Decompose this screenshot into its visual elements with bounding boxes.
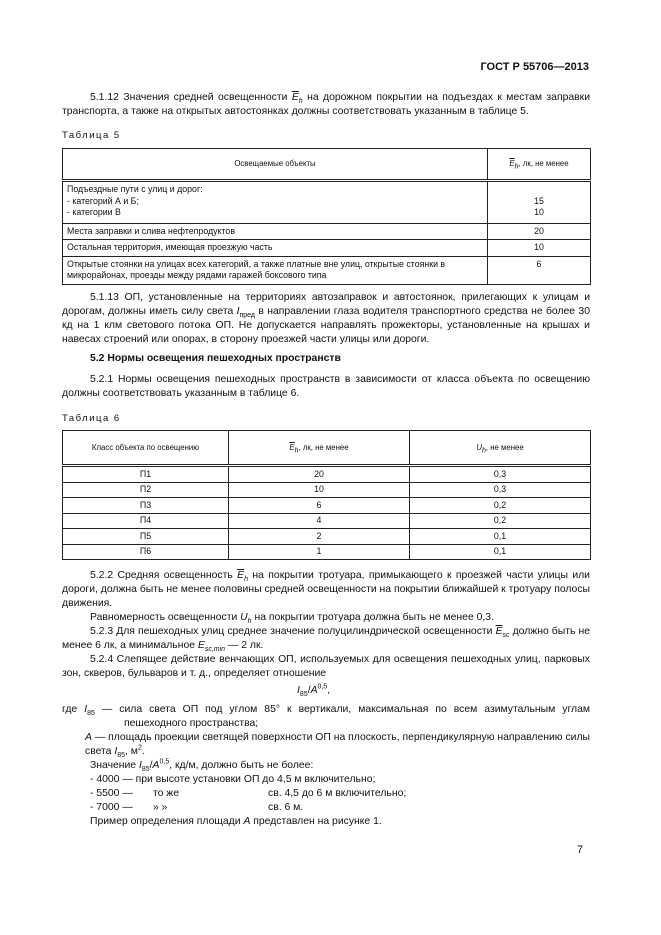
symbol: $\overline{E}$ [509, 159, 515, 169]
text: , [327, 685, 331, 696]
text: при высоте установки ОП до 4,5 м включительно; [135, 774, 376, 785]
text: Пример определения площади [90, 816, 244, 827]
subscript [503, 632, 510, 639]
text: 5.1.12 Значения средней освещенности [90, 92, 292, 103]
paragraph-5-1-12 [62, 91, 590, 119]
subscript: пред [239, 312, 256, 320]
symbol: h [481, 447, 486, 455]
text: на покрытии тротуара, примыкающего к проезжей части улицы или дороги, должна быть не менее половины средней освещенности на покрытии ближайшей к тротуару полосы движения. [62, 570, 590, 609]
table-row [63, 256, 591, 284]
table-5 [62, 148, 591, 285]
table-cell: 0,1 [410, 529, 591, 545]
text: - категорий А и Б; [67, 195, 139, 206]
text: — сила света ОП под углом 85° к вертикали, максимальная по всем азимутальным углам пешеходного пространства; [94, 704, 590, 729]
text: - 5500 — [90, 788, 133, 799]
text: Подъездные пути с улиц и дорог: [67, 184, 203, 194]
text: св. 4,5 до 6 м включительно; [268, 788, 407, 799]
table-cell: 0,2 [410, 513, 591, 529]
text [63, 149, 591, 285]
symbol: I [138, 760, 142, 771]
text: 5.2.2 Средняя освещенность [90, 570, 238, 581]
limit-item [90, 787, 590, 801]
text: - 4000 — [90, 774, 133, 785]
text: / [307, 685, 311, 696]
symbol: I [114, 746, 118, 757]
text: / [149, 760, 153, 771]
table-header-cell [229, 431, 410, 466]
table-cell: П2 [63, 482, 229, 498]
table-row [63, 181, 591, 224]
subscript: 85 [117, 752, 126, 760]
table-6 [62, 430, 591, 560]
table-cell: 20 [229, 466, 410, 483]
limits-list [90, 759, 590, 829]
table-header [63, 431, 591, 466]
text: 10 [534, 207, 544, 217]
text: , лк, не менее [518, 159, 569, 169]
table-cell: 10 [488, 240, 591, 257]
text: должно быть не менее 6 лк, а минимальное [62, 626, 590, 651]
table-row [63, 513, 591, 529]
table-cell: 4 [229, 513, 410, 529]
text [63, 431, 591, 560]
table-cell: Места заправки и слива нефтепродуктов [63, 223, 488, 240]
table-cell: 6 [488, 256, 591, 284]
text: , лк, не менее [298, 442, 349, 452]
text: на дорожном покрытии на подъездах к местам заправки транспорта, а также на открытых автостоянках должны соответствовать указанным в таблице 5. [62, 92, 590, 117]
symbol: I [236, 306, 240, 317]
text: св. 6 м. [268, 802, 304, 813]
symbol: h [514, 163, 519, 171]
symbol: $\overline{E}$ [289, 442, 295, 452]
symbol: I [84, 704, 88, 715]
text: » » [153, 802, 168, 813]
table-cell [488, 181, 591, 224]
symbol: $\overline{E}$ [291, 92, 299, 103]
example-note [90, 815, 590, 829]
section-heading-5-2: 5.2 Нормы освещения пешеходных пространств [90, 353, 341, 364]
table-cell: П6 [63, 544, 229, 560]
text: . [141, 746, 145, 757]
symbol: h [247, 618, 252, 626]
table-5-caption: Таблица 5 [62, 130, 121, 141]
symbol: U [476, 442, 482, 452]
symbol: A [310, 685, 318, 696]
subscript: h [298, 98, 303, 106]
text: — 2 лк. [225, 640, 264, 651]
text: , кд/м, должно быть не более: [169, 760, 314, 771]
table-cell: 1 [229, 544, 410, 560]
paragraph-5-1-13 [62, 291, 590, 347]
paragraph-5-2-1: 5.2.1 Нормы освещения пешеходных пространств в зависимости от класса объекта по освещению должны соответствовать указанным в таблице 6. [62, 374, 590, 399]
paragraphs-5-2-2-to-5-2-4 [62, 569, 590, 681]
table-row [63, 482, 591, 498]
superscript: 0,5 [159, 758, 170, 766]
table-6-caption: Таблица 6 [62, 413, 121, 424]
table-cell: 10 [229, 482, 410, 498]
table-cell: 0,1 [410, 544, 591, 560]
symbol: A [152, 760, 160, 771]
header-objects: Освещаемые объекты [63, 149, 488, 181]
table-cell: 0,3 [410, 482, 591, 498]
limit-item [90, 801, 590, 815]
symbol: h [294, 447, 299, 455]
table-cell: П4 [63, 513, 229, 529]
table-row [63, 498, 591, 514]
table-row [63, 240, 591, 257]
text: , не менее [485, 442, 524, 452]
header-eh [488, 149, 591, 181]
symbol: E [197, 640, 205, 651]
formula [297, 684, 330, 698]
paragraph-5-2-2 [62, 569, 590, 611]
symbol: U [240, 612, 248, 623]
text: в направлении глаза водителя транспортного средства не более 30 кд на 1 клм светового потока ОП. Не допускается направлять прожекторы, установленные на крышах и навесах строений или опорах, в сторону проезжей части улицы или дороги. [62, 306, 590, 345]
symbol: sc,min [204, 646, 226, 654]
table-header [63, 149, 591, 181]
table-row [63, 223, 591, 240]
limit-item [90, 773, 590, 787]
text: где [62, 704, 85, 715]
text: — площадь проекции светящей поверхности ОП на плоскость, перпендикулярную направлению силы света [85, 732, 590, 757]
subscript: 85 [299, 691, 308, 699]
symbol: h [244, 576, 248, 584]
table-cell: 0,2 [410, 498, 591, 514]
superscript: 2 [137, 744, 142, 752]
table-header-cell: Класс объекта по освещению [63, 431, 229, 466]
text: на покрытии тротуара должна быть не менее 0,3. [251, 612, 494, 623]
text: 15 [534, 195, 544, 206]
text: - категории В [67, 207, 121, 217]
text [492, 184, 586, 196]
table-row [63, 544, 591, 560]
text: 5.2.3 Для пешеходных улиц среднее значение полуцилиндрической освещенности [90, 626, 496, 637]
where-i85 [62, 703, 590, 731]
where-a [85, 731, 590, 759]
paragraph-uniformity [62, 611, 590, 625]
paragraph-5-2-4: 5.2.4 Слепящее действие венчающих ОП, используемых для освещения пешеходных улиц, парковых зон, скверов, бульваров и т. д., определяет отношение [62, 654, 590, 679]
text: Равномерность освещенности [90, 612, 241, 623]
standard-header: ГОСТ Р 55706—2013 [480, 61, 589, 73]
symbol: A [243, 816, 251, 827]
text: Значение [90, 760, 139, 771]
table-cell: П3 [63, 498, 229, 514]
symbol: A [85, 732, 92, 743]
table-cell: П1 [63, 466, 229, 483]
table-cell [63, 181, 488, 224]
value-intro [90, 759, 590, 773]
symbol: sc [502, 632, 510, 640]
table-cell: Открытые стоянки на улицах всех категорий, а также платные вне улиц, открытые стоянки в микрорайонах, проезды между рядами гаражей боксового типа [63, 256, 488, 284]
paragraph-5-2-3 [62, 625, 590, 653]
subscript: 85 [87, 710, 95, 718]
subscript: 85 [141, 766, 150, 774]
table-cell: 0,3 [410, 466, 591, 483]
text: - 7000 — [90, 802, 133, 813]
superscript: 0,5 [317, 683, 328, 691]
table-cell: 20 [488, 223, 591, 240]
text: то же [153, 788, 180, 799]
text: , м [125, 746, 138, 757]
table-cell: П5 [63, 529, 229, 545]
table-row [63, 466, 591, 483]
page-number: 7 [576, 844, 583, 856]
table-row [63, 529, 591, 545]
text: 5.1.13 ОП, установленные на территориях автозаправок и автостоянок, прилегающих к улицам и дорогам, должны иметь силу света [62, 292, 590, 317]
symbol: $\overline{E}$ [237, 570, 245, 581]
table-cell: 6 [229, 498, 410, 514]
text: представлен на рисунке 1. [250, 816, 382, 827]
symbol: $\overline{E}$ [495, 626, 503, 637]
table-cell: 2 [229, 529, 410, 545]
table-header-cell [410, 431, 591, 466]
symbol: I [297, 685, 300, 696]
table-cell: Остальная территория, имеющая проезжую часть [63, 240, 488, 257]
